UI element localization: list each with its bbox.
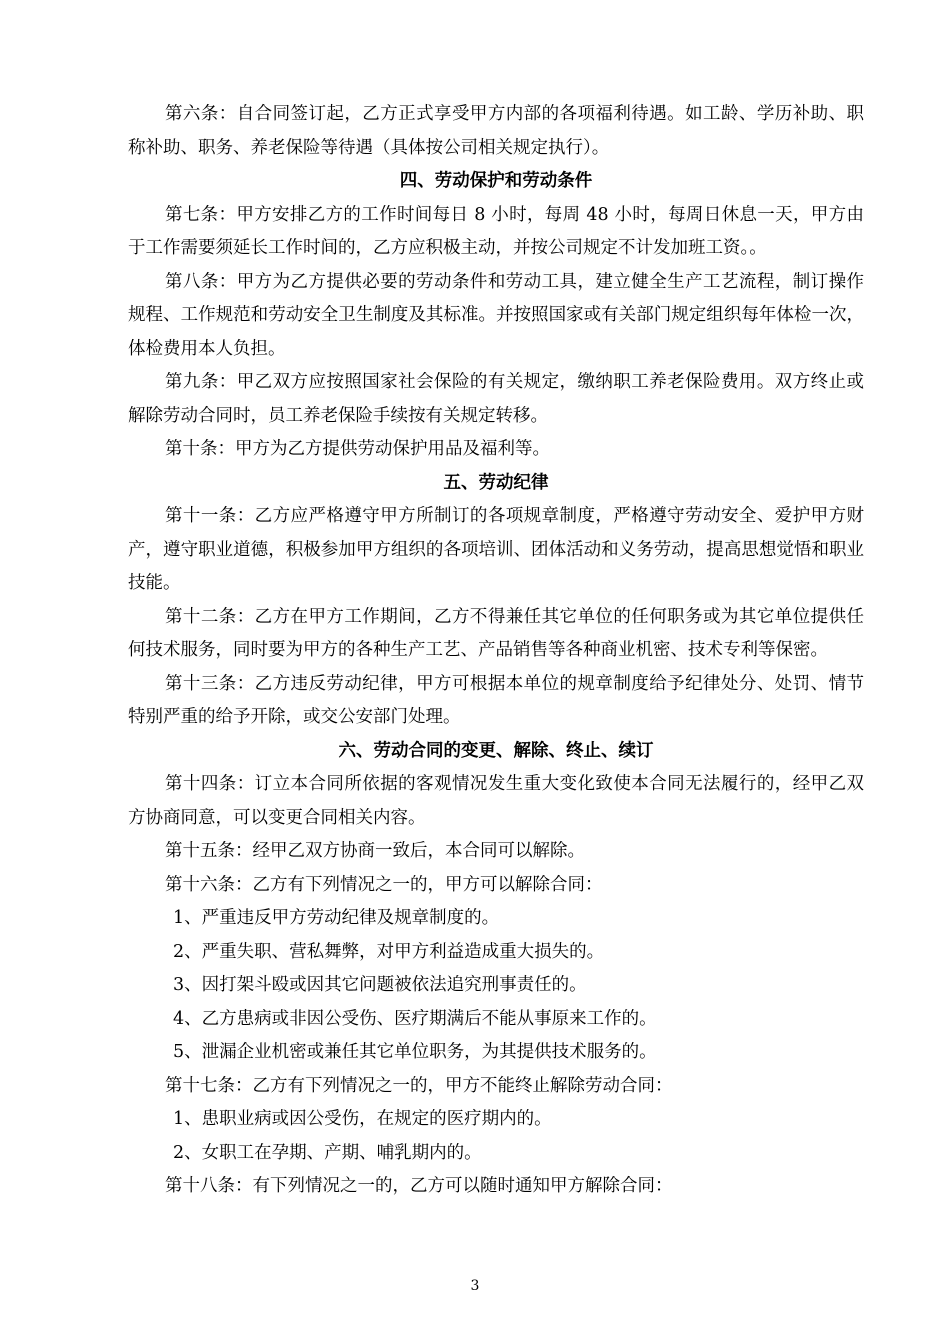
paragraph: 第十三条：乙方违反劳动纪律，甲方可根据本单位的规章制度给予纪律处分、处罚、情节特别严重的给予开除，或交公安部门处理。 bbox=[128, 673, 864, 727]
paragraph: 第七条：甲方安排乙方的工作时间每日 8 小时，每周 48 小时，每周日休息一天，甲方由于工作需要须延长工作时间的，乙方应积极主动，并按公司规定不计发加班工资。。 bbox=[128, 204, 864, 258]
paragraph: 第九条：甲乙双方应按照国家社会保险的有关规定，缴纳职工养老保险费用。双方终止或解除劳动合同时，员工养老保险手续按有关规定转移。 bbox=[128, 372, 864, 426]
paragraph: 第十一条：乙方应严格遵守甲方所制订的各项规章制度，严格遵守劳动安全、爱护甲方财产，遵守职业道德，积极参加甲方组织的各项培训、团体活动和义务劳动，提高思想觉悟和职业技能。 bbox=[128, 506, 864, 593]
paragraph: 第八条：甲方为乙方提供必要的劳动条件和劳动工具，建立健全生产工艺流程，制订操作规程、工作规范和劳动安全卫生制度及其标准。并按照国家或有关部门规定组织每年体检一次，体检费用本人负担。 bbox=[128, 271, 864, 359]
paragraph: 第十条：甲方为乙方提供劳动保护用品及福利等。 bbox=[165, 439, 550, 459]
section-heading: 六、劳动合同的变更、解除、终止、续订 bbox=[338, 740, 654, 761]
paragraph: 第十二条：乙方在甲方工作期间，乙方不得兼任其它单位的任何职务或为其它单位提供任何技术服务，同时要为甲方的各种生产工艺、产品销售等各种商业机密、技术专利等保密。 bbox=[128, 606, 864, 660]
list-item: 1、患职业病或因公受伤，在规定的医疗期内的。 bbox=[173, 1109, 552, 1129]
paragraph: 第十七条：乙方有下列情况之一的，甲方不能终止解除劳动合同： bbox=[165, 1075, 673, 1096]
list-item: 4、乙方患病或非因公受伤、医疗期满后不能从事原来工作的。 bbox=[173, 1008, 657, 1029]
page-number: 3 bbox=[470, 1278, 480, 1294]
paragraph: 第十六条：乙方有下列情况之一的，甲方可以解除合同： bbox=[165, 874, 603, 895]
list-item: 5、泄漏企业机密或兼任其它单位职务，为其提供技术服务的。 bbox=[173, 1042, 657, 1062]
list-item: 2、女职工在孕期、产期、哺乳期内的。 bbox=[173, 1142, 482, 1163]
section-heading: 五、劳动纪律 bbox=[443, 472, 549, 493]
paragraph: 第六条：自合同签订起，乙方正式享受甲方内部的各项福利待遇。如工龄、学历补助、职称补助、职务、养老保险等待遇（具体按公司相关规定执行）。 bbox=[128, 104, 864, 158]
paragraph: 第十八条：有下列情况之一的，乙方可以随时通知甲方解除合同： bbox=[165, 1176, 673, 1196]
paragraph: 第十五条：经甲乙双方协商一致后，本合同可以解除。 bbox=[165, 841, 585, 861]
section-heading: 四、劳动保护和劳动条件 bbox=[399, 171, 593, 191]
list-item: 2、严重失职、营私舞弊，对甲方利益造成重大损失的。 bbox=[173, 941, 605, 962]
paragraph: 第十四条：订立本合同所依据的客观情况发生重大变化致使本合同无法履行的，经甲乙双方协商同意，可以变更合同相关内容。 bbox=[128, 774, 864, 828]
list-item: 3、因打架斗殴或因其它问题被依法追究刑事责任的。 bbox=[173, 975, 587, 995]
list-item: 1、严重违反甲方劳动纪律及规章制度的。 bbox=[173, 908, 500, 928]
document-body bbox=[128, 98, 864, 1204]
